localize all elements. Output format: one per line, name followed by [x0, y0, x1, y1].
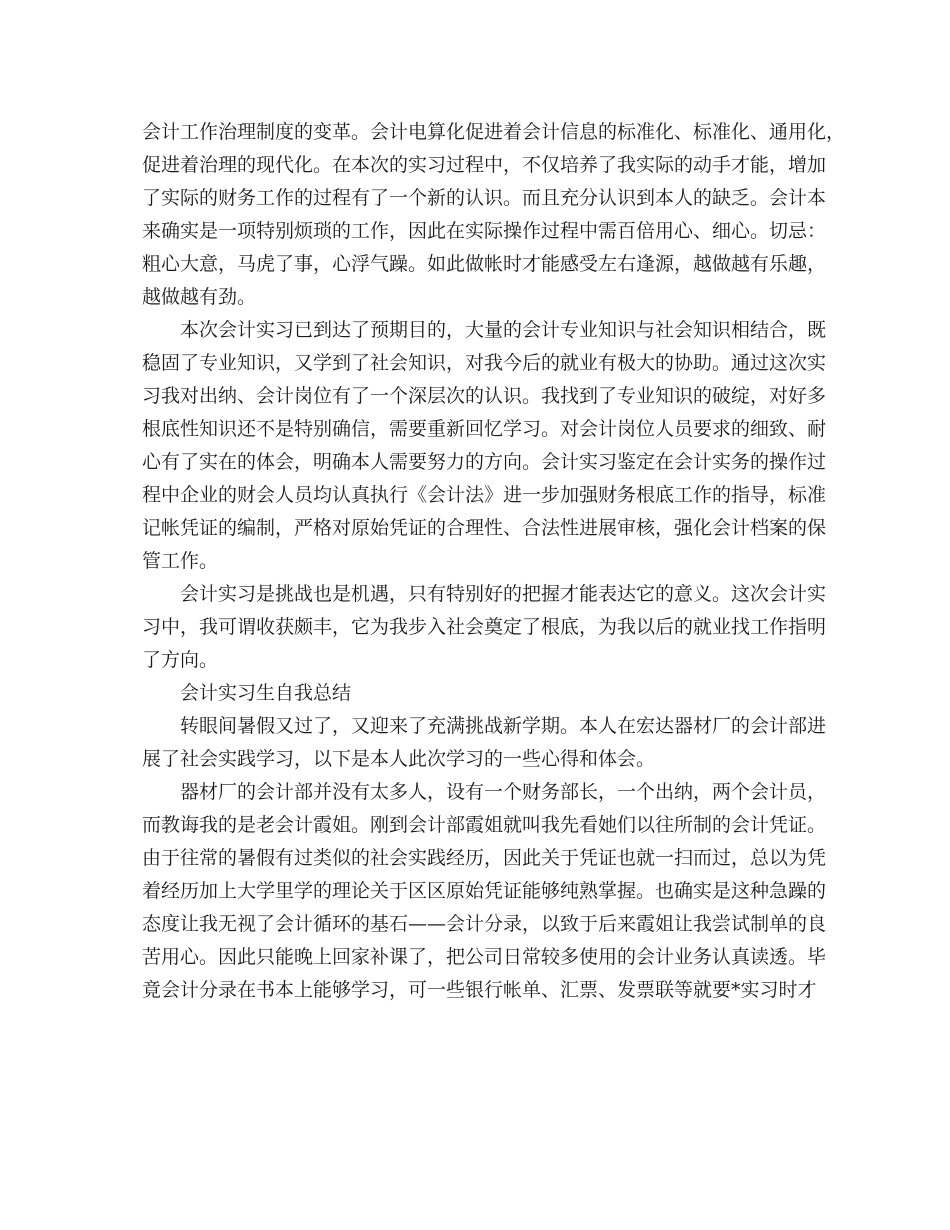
text-line: 了实际的财务工作的过程有了一个新的认识。而且充分认识到本人的缺乏。会计本	[142, 187, 827, 209]
section-title-text: 会计实习生自我总结	[180, 682, 352, 704]
text-line: 苦用心。因此只能晚上回家补课了，把公司日常较多使用的会计业务认真读透。毕	[142, 946, 827, 968]
text-line: 根底性知识还不是特别确信，需要重新回忆学习。对会计岗位人员要求的细致、耐	[142, 418, 827, 440]
paragraph	[142, 578, 827, 677]
text-line: 促进着治理的现代化。在本次的实习过程中，不仅培养了我实际的动手才能，增加	[142, 154, 827, 176]
text-line: 态度让我无视了会计循环的基石——会计分录，以致于后来霞姐让我尝试制单的良	[142, 913, 827, 935]
text-line: 越做越有劲。	[142, 286, 257, 308]
text-line: 会计工作治理制度的变革。会计电算化促进着会计信息的标准化、标准化、通用化，	[142, 121, 846, 143]
text-line: 竟会计分录在书本上能够学习，可一些银行帐单、汇票、发票联等就要*实习时才	[142, 979, 817, 1001]
section-title	[142, 677, 814, 710]
paragraph	[142, 314, 827, 578]
text-line: 记帐凭证的编制，严格对原始凭证的合理性、合法性进展审核，强化会计档案的保	[142, 517, 827, 539]
text-line: 了方向。	[142, 649, 219, 671]
text-line: 由于往常的暑假有过类似的社会实践经历，因此关于凭证也就一扫而过，总以为凭	[142, 847, 827, 869]
text-line: 粗心大意，马虎了事，心浮气躁。如此做帐时才能感受左右逢源，越做越有乐趣，	[142, 253, 827, 275]
text-line: 管工作。	[142, 550, 219, 572]
text-line: 器材厂的会计部并没有太多人，设有一个财务部长，一个出纳，两个会计员，	[180, 781, 827, 803]
text-line: 会计实习是挑战也是机遇，只有特别好的把握才能表达它的意义。这次会计实	[180, 583, 827, 605]
paragraph	[142, 776, 827, 1007]
text-line: 本次会计实习已到达了预期目的，大量的会计专业知识与社会知识相结合，既	[180, 319, 827, 341]
text-line: 展了社会实践学习，以下是本人此次学习的一些心得和体会。	[142, 748, 656, 770]
text-line: 习我对出纳、会计岗位有了一个深层次的认识。我找到了专业知识的破绽，对好多	[142, 385, 827, 407]
text-line: 心有了实在的体会，明确本人需要努力的方向。会计实习鉴定在会计实务的操作过	[142, 451, 827, 473]
text-line: 而教诲我的是老会计霞姐。刚到会计部霞姐就叫我先看她们以往所制的会计凭证。	[142, 814, 827, 836]
text-line: 转眼间暑假又过了，又迎来了充满挑战新学期。本人在宏达器材厂的会计部进	[180, 715, 827, 737]
text-line: 习中，我可谓收获颇丰，它为我步入社会奠定了根底，为我以后的就业找工作指明	[142, 616, 827, 638]
text-line: 程中企业的财会人员均认真执行《会计法》进一步加强财务根底工作的指导，标准	[142, 484, 827, 506]
document-page	[142, 116, 846, 1007]
text-line: 稳固了专业知识，又学到了社会知识，对我今后的就业有极大的协助。通过这次实	[142, 352, 827, 374]
paragraph	[142, 710, 827, 776]
text-line: 着经历加上大学里学的理论关于区区原始凭证能够纯熟掌握。也确实是这种急躁的	[142, 880, 827, 902]
paragraph	[142, 116, 846, 314]
text-line: 来确实是一项特别烦琐的工作，因此在实际操作过程中需百倍用心、细心。切忌：	[142, 220, 827, 242]
